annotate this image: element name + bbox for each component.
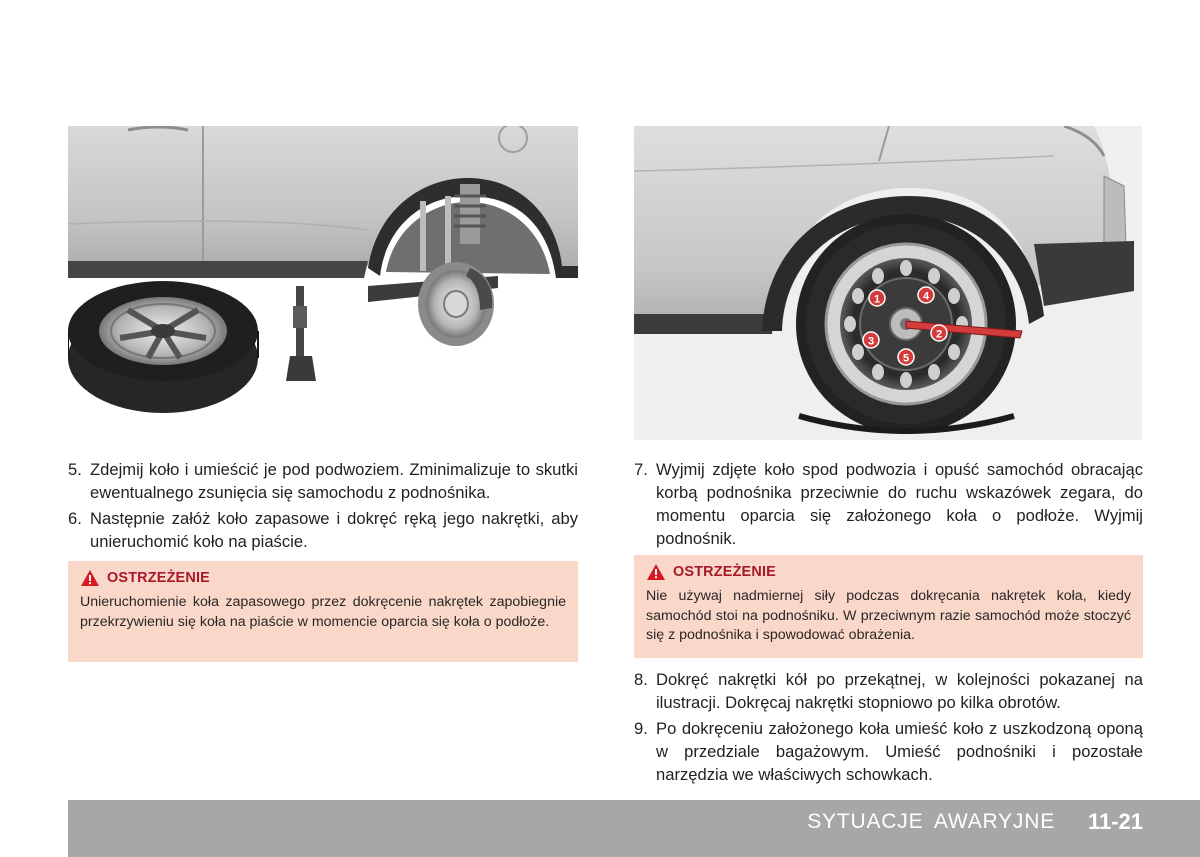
step-8	[634, 668, 1143, 714]
step-text: Dokręć nakrętki kół po przekątnej, w kolejności pokazanej na ilustracji. Dokręcaj nakrętki stopniowo po kilka obrotów.	[656, 670, 1143, 712]
svg-text:4: 4	[922, 290, 930, 303]
svg-text:3: 3	[867, 335, 875, 348]
step-6	[68, 507, 578, 553]
step-9	[634, 717, 1143, 786]
illustration-lug-nut-order	[634, 126, 1142, 440]
svg-text:5: 5	[902, 352, 910, 365]
lug-nut-3	[863, 332, 879, 348]
lug-nut-4	[918, 287, 934, 303]
step-text: Następnie załóż koło zapasowe i dokręć ręką jego nakrętki, aby unieruchomić koło na piaście.	[90, 509, 578, 551]
steps-right-bottom	[634, 668, 1143, 789]
lug-nut-5	[898, 349, 914, 365]
step-5	[68, 458, 578, 504]
steps-right-top	[634, 458, 1143, 553]
warning-title: OSTRZEŻENIE	[673, 564, 776, 580]
lug-nut-order-drawing	[634, 126, 1142, 440]
section-title: SYTUACJE AWARYJNE	[807, 810, 1055, 833]
page-number: 11-21	[1087, 809, 1143, 834]
lug-nut-2	[931, 325, 947, 341]
warning-triangle-icon	[80, 569, 100, 587]
step-number: 6.	[68, 509, 82, 528]
svg-text:1: 1	[873, 293, 881, 306]
step-text: Wyjmij zdjęte koło spod podwozia i opuść samochód obracając korbą podnośnika przeciwnie do ruchu wskazówek zegara, do momentu oparcia się założonego koła o podłoże. Wyjmij podnośnik.	[656, 460, 1143, 548]
warning-text: Nie używaj nadmiernej siły podczas dokręcania nakrętek koła, kiedy samochód stoi na podnośniku. W przeciwnym razie samochód może stoczyć się z podnośnika i spowodować obrażenia.	[646, 588, 1131, 644]
wheel-removed-drawing	[68, 126, 578, 416]
warning-header	[80, 569, 566, 587]
step-number: 9.	[634, 719, 648, 738]
warning-box	[68, 561, 578, 662]
step-number: 7.	[634, 460, 648, 479]
step-number: 5.	[68, 460, 82, 479]
lug-nut-1	[869, 290, 885, 306]
step-text: Po dokręceniu założonego koła umieść koło z uszkodzoną oponą w przedziale bagażowym. Umieść podnośniki i pozostałe narzędzia we właściwych schowkach.	[656, 719, 1143, 784]
illustration-wheel-removed	[68, 126, 578, 416]
warning-header	[646, 563, 1131, 581]
page-footer	[68, 800, 1200, 857]
step-text: Zdejmij koło i umieścić je pod podwoziem. Zminimalizuje to skutki ewentualnego zsunięcia się samochodu z podnośnika.	[90, 460, 578, 502]
steps-left	[68, 458, 578, 556]
warning-box	[634, 555, 1143, 658]
warning-text: Unieruchomienie koła zapasowego przez dokręcenie nakrętek zapobiegnie przekrzywieniu się koła na piaście w momencie oparcia się koła o podłoże.	[80, 594, 566, 630]
warning-title: OSTRZEŻENIE	[107, 570, 210, 586]
step-number: 8.	[634, 670, 648, 689]
step-7	[634, 458, 1143, 550]
svg-text:2: 2	[935, 328, 943, 341]
warning-triangle-icon	[646, 563, 666, 581]
